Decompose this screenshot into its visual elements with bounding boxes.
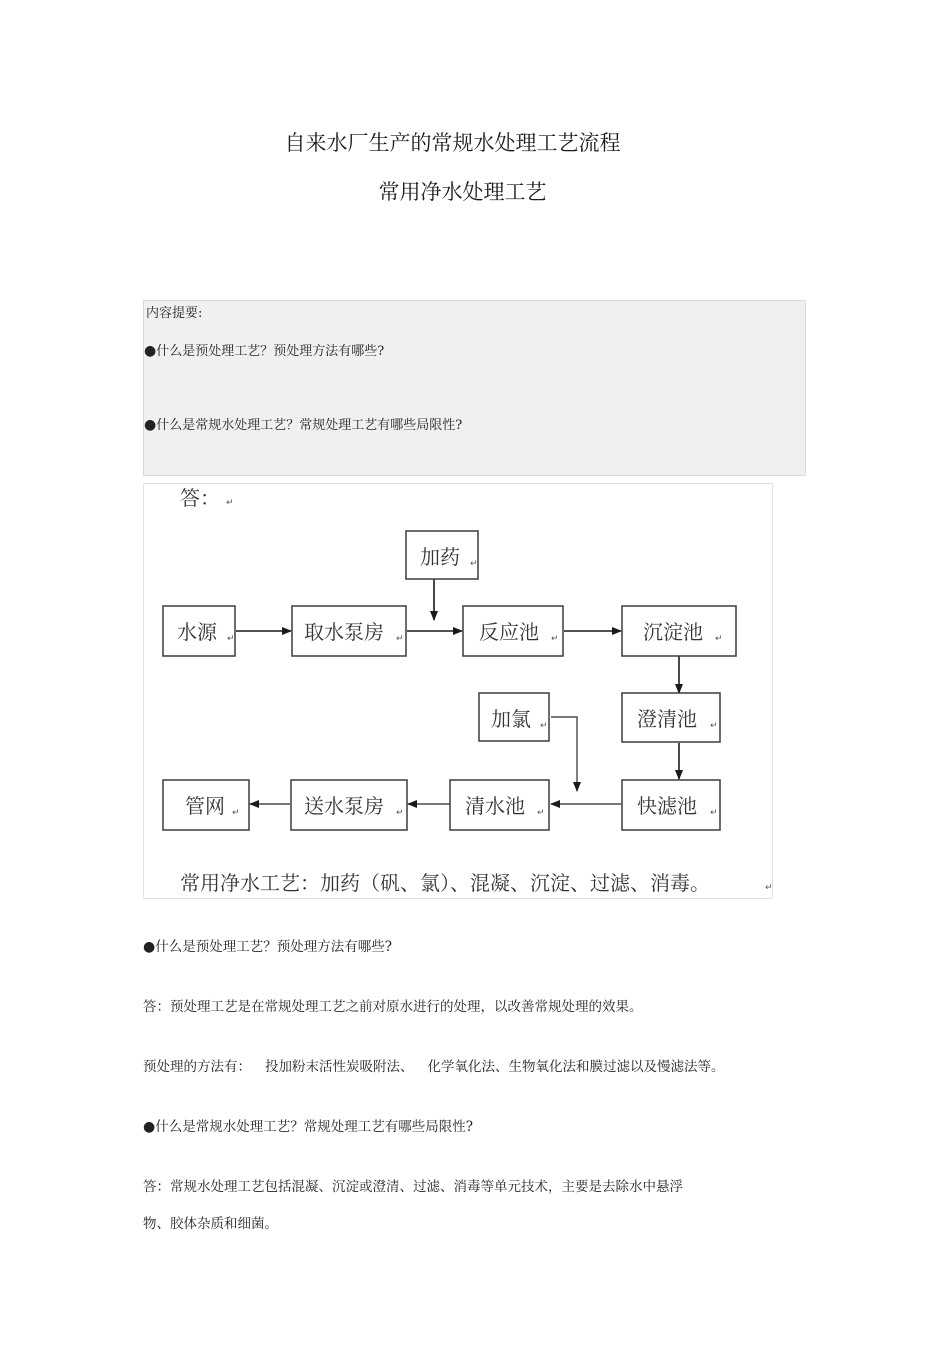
return-mark: ↵	[710, 808, 718, 818]
body-question-1-text: 什么是预处理工艺？预处理方法有哪些?	[155, 939, 392, 955]
return-mark: ↵	[470, 559, 478, 569]
body-answer-2-line-2: 物、胶体杂质和细菌。	[143, 1216, 278, 1232]
node-fast-filter-label: 快滤池	[637, 794, 697, 818]
return-mark: ↵	[765, 883, 773, 893]
return-mark: ↵	[232, 808, 240, 818]
node-chlorination	[479, 693, 549, 741]
arrow-chlorination-to-line	[551, 717, 577, 791]
bullet-icon: ●	[143, 1119, 156, 1135]
summary-question-2	[144, 414, 462, 433]
return-mark: ↵	[396, 634, 404, 644]
summary-label: 内容提要:	[146, 306, 203, 321]
node-supply-pump-label: 送水泵房	[304, 794, 384, 818]
node-sedimentation	[622, 606, 736, 656]
return-mark: ↵	[537, 808, 545, 818]
body-answer-1: 答：预处理工艺是在常规处理工艺之前对原水进行的处理，以改善常规处理的效果。	[143, 999, 643, 1015]
return-mark: ↵	[710, 721, 718, 731]
return-mark: ↵	[551, 634, 559, 644]
node-clear-water	[450, 780, 549, 830]
method-bio-membrane: 生物氧化法和膜过滤以及慢滤法等。	[508, 1059, 725, 1075]
summary-question-2-text: 什么是常规水处理工艺？常规处理工艺有哪些局限性?	[156, 418, 463, 433]
document-subtitle: 常用净水处理工艺	[378, 180, 547, 204]
bullet-icon: ●	[144, 417, 157, 433]
node-fast-filter	[622, 780, 720, 830]
body-question-2-text: 什么是常规水处理工艺？常规处理工艺有哪些局限性?	[155, 1119, 473, 1135]
process-flow-figure	[143, 483, 773, 899]
node-clarifier-label: 澄清池	[637, 707, 697, 731]
pretreatment-methods	[143, 1055, 725, 1075]
node-clarifier	[622, 693, 720, 742]
return-mark: ↵	[227, 634, 235, 644]
answer-label: 答：	[180, 486, 220, 510]
node-dosing	[406, 531, 478, 579]
node-dosing-label: 加药	[420, 545, 460, 569]
return-mark: ↵	[396, 808, 404, 818]
return-mark: ↵	[540, 721, 548, 731]
node-chlorination-label: 加氯	[491, 707, 531, 731]
bullet-icon: ●	[144, 343, 157, 359]
node-source-label: 水源	[177, 620, 217, 644]
return-mark: ↵	[715, 634, 723, 644]
node-network-label: 管网	[185, 794, 225, 818]
figure-caption: 常用净水工艺：加药（矾、氯）、混凝、沉淀、过滤、消毒。	[180, 871, 710, 895]
node-intake-pump	[292, 606, 406, 656]
process-flow-diagram	[144, 484, 774, 900]
document-title: 自来水厂生产的常规水处理工艺流程	[284, 131, 621, 155]
node-reaction-label: 反应池	[479, 620, 539, 644]
bullet-icon: ●	[143, 939, 156, 955]
node-source	[163, 606, 235, 656]
body-answer-2-line-1: 答：常规水处理工艺包括混凝、沉淀或澄清、过滤、消毒等单元技术，主要是去除水中悬浮	[143, 1179, 683, 1195]
method-activated-carbon: 投加粉末活性炭吸附法、	[265, 1059, 414, 1075]
method-chemical-oxidation: 化学氧化法、	[427, 1059, 509, 1075]
node-clear-water-label: 清水池	[465, 794, 525, 818]
node-supply-pump	[291, 780, 407, 830]
node-sedimentation-label: 沉淀池	[643, 620, 703, 644]
methods-label: 预处理的方法有：	[143, 1059, 251, 1075]
body-question-1	[143, 935, 392, 955]
return-mark: ↵	[226, 498, 234, 508]
body-question-2	[143, 1115, 473, 1135]
node-intake-pump-label: 取水泵房	[304, 620, 384, 644]
node-network	[163, 780, 249, 830]
summary-question-1	[144, 340, 384, 359]
summary-box	[143, 300, 806, 476]
summary-question-1-text: 什么是预处理工艺？预处理方法有哪些?	[156, 344, 385, 359]
node-reaction	[463, 606, 563, 656]
